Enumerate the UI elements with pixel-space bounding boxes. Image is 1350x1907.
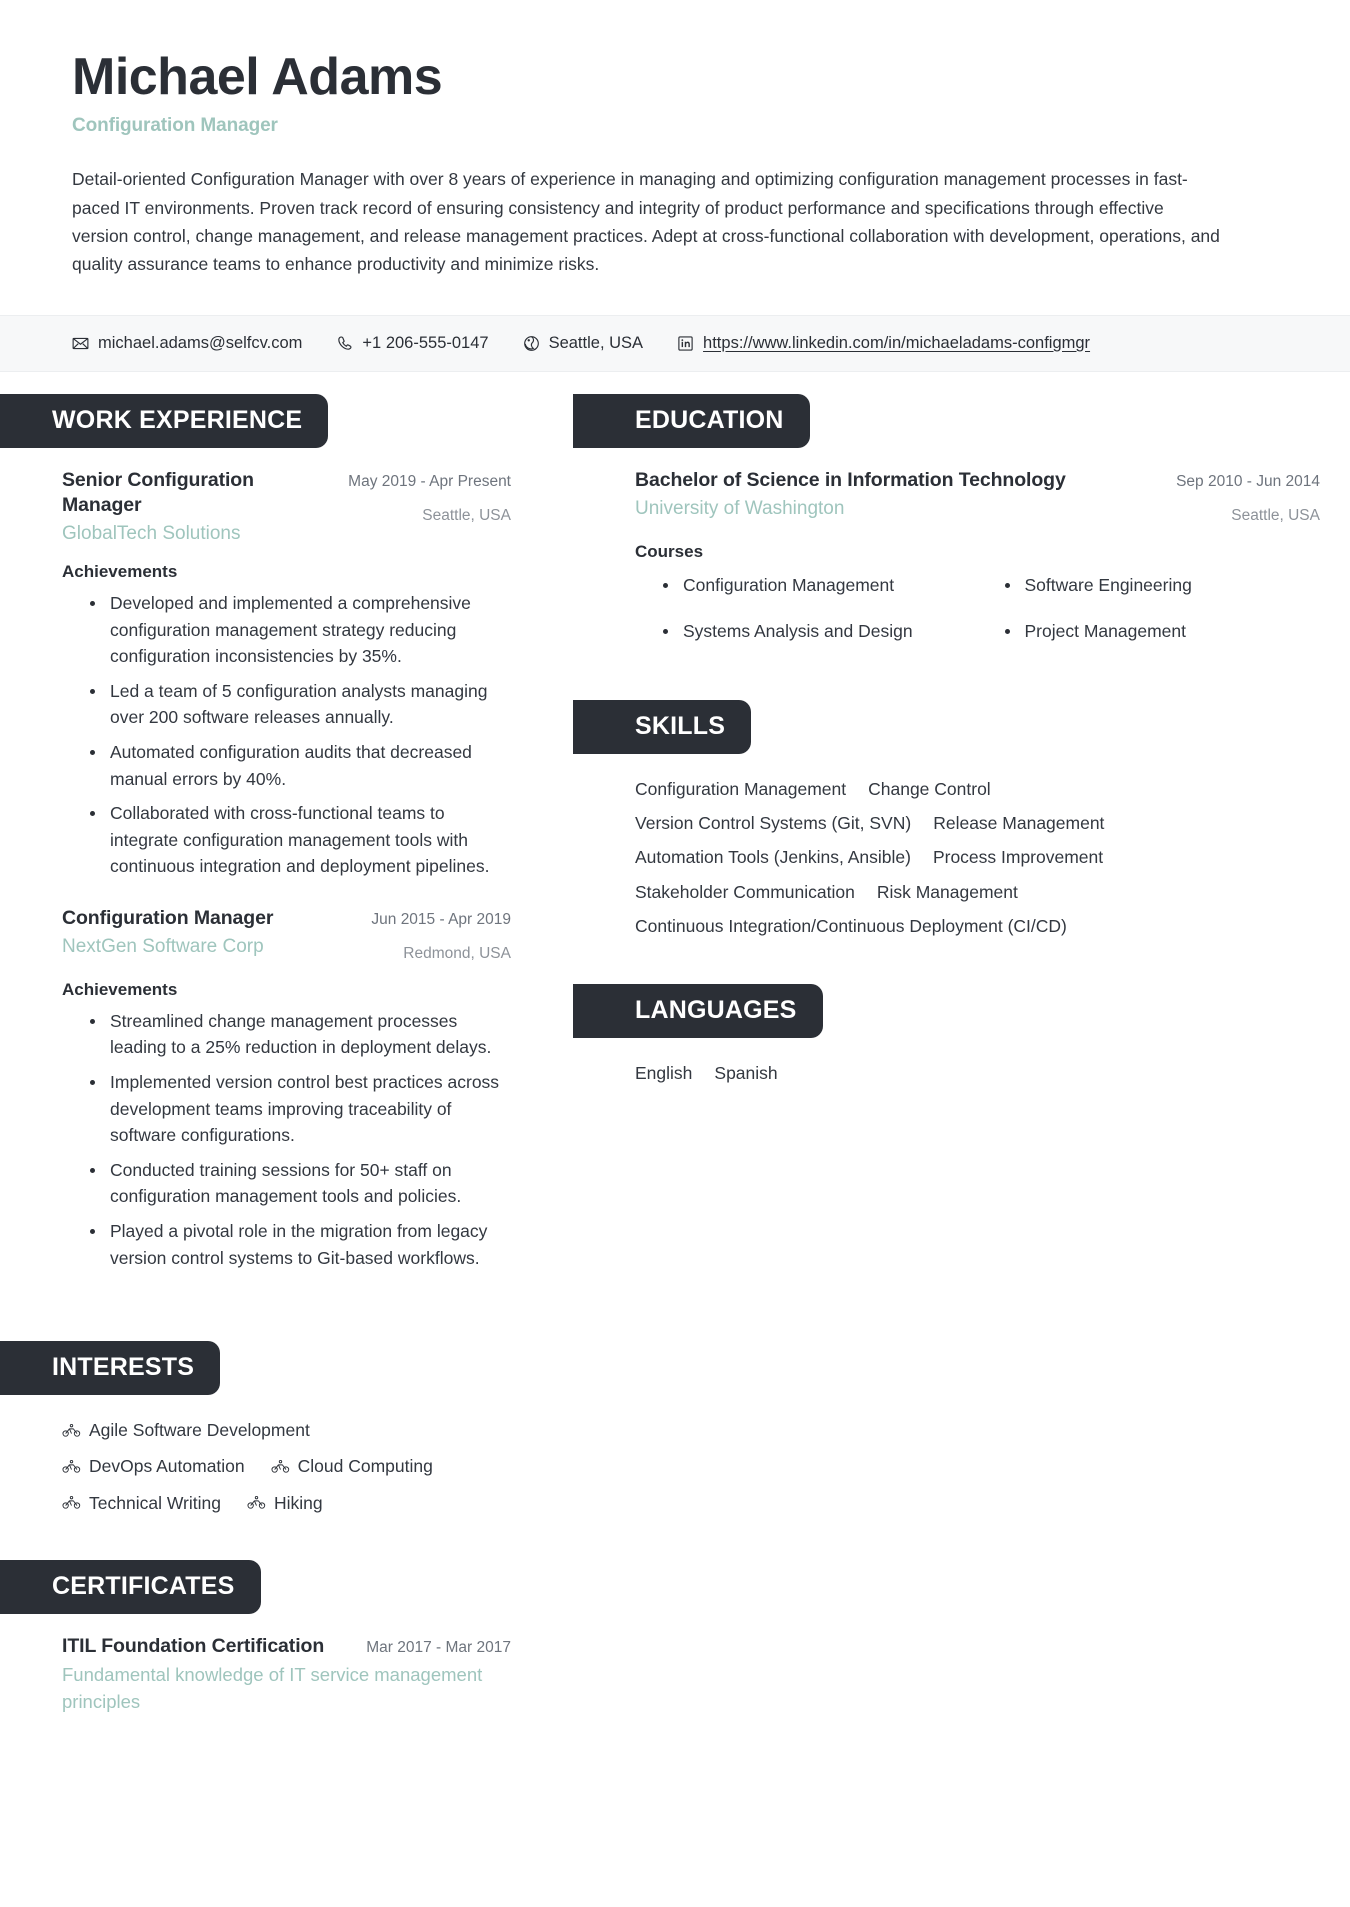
work-entry-organization: GlobalTech Solutions (62, 523, 241, 545)
bicycle-icon (247, 1495, 266, 1510)
list-item (62, 1453, 245, 1479)
skill-item: Change Control (868, 779, 991, 800)
certificate-description: Fundamental knowledge of IT service management principles (62, 1664, 483, 1713)
section-education (573, 394, 1350, 644)
work-entry-date: May 2019 - Apr Present (348, 472, 511, 490)
certificate-title: ITIL Foundation Certification (62, 1634, 325, 1657)
linkedin-icon (677, 335, 694, 352)
interest-label: Hiking (273, 1492, 323, 1513)
work-entry-organization: NextGen Software Corp (62, 936, 264, 958)
bicycle-icon (62, 1459, 81, 1474)
bicycle-icon (62, 1495, 81, 1510)
list-item (271, 1453, 433, 1479)
skill-item: Version Control Systems (Git, SVN) (635, 813, 912, 834)
list-item: Developed and implemented a comprehensive configuration management strategy reducing configuration inconsistencies by 35%. (88, 590, 511, 670)
phone-icon (336, 335, 353, 352)
skills-list (635, 776, 1155, 940)
contact-bar (0, 315, 1350, 372)
contact-linkedin[interactable] (677, 332, 1090, 355)
list-item: Played a pivotal role in the migration from legacy version control systems to Git-based workflows. (88, 1218, 511, 1271)
contact-phone-text: +1 206-555-0147 (362, 333, 489, 352)
contact-linkedin-text[interactable]: https://www.linkedin.com/in/michaeladams-configmgr (703, 333, 1091, 352)
section-heading-skills: SKILLS (573, 700, 751, 754)
resume-header (0, 0, 1350, 279)
section-interests (0, 1341, 573, 1516)
skill-item: Risk Management (876, 881, 1018, 902)
list-item: Streamlined change management processes leading to a 25% reduction in deployment delays. (88, 1008, 511, 1061)
skill-item: Stakeholder Communication (635, 881, 855, 902)
header-summary: Detail-oriented Configuration Manager with over 8 years of experience in managing and optimizing configuration management processes in fast-paced IT environments. Proven track record of ensuring consistency and integrity of product performance and specifications through effective version control, change management, and release management practices. Adept at cross-functional collaboration with development, operations, and quality assurance teams to enhance productivity and minimize risks. (72, 169, 1220, 275)
work-entry-location: Seattle, USA (422, 507, 511, 525)
list-item (247, 1490, 323, 1516)
education-courses-label: Courses (635, 541, 704, 561)
section-work-experience (0, 394, 573, 1272)
work-entry (62, 468, 511, 880)
work-achievements-list (62, 1008, 511, 1271)
education-degree: Bachelor of Science in Information Technology (635, 468, 1066, 491)
bicycle-icon (62, 1423, 81, 1438)
contact-email-text: michael.adams@selfcv.com (98, 333, 303, 352)
skill-item: Automation Tools (Jenkins, Ansible) (635, 847, 911, 868)
list-item: Software Engineering (1003, 572, 1321, 598)
interest-label: Technical Writing (89, 1492, 221, 1513)
envelope-icon (72, 335, 89, 352)
skill-item: Release Management (933, 813, 1105, 834)
section-certificates (0, 1560, 573, 1716)
section-heading-education: EDUCATION (573, 394, 810, 448)
contact-location (523, 332, 643, 355)
interests-list (62, 1417, 511, 1516)
language-item: English (635, 1062, 693, 1083)
work-entry-location: Redmond, USA (403, 945, 511, 963)
left-column (0, 394, 573, 1742)
page-title: Michael Adams (72, 48, 443, 106)
list-item (62, 1417, 310, 1443)
list-item: Systems Analysis and Design (661, 618, 979, 644)
section-skills (573, 700, 1350, 940)
list-item: Collaborated with cross-functional teams to integrate configuration management tools with continuous integration and deployment pipelines. (88, 800, 511, 880)
skill-item: Configuration Management (635, 779, 847, 800)
contact-location-text: Seattle, USA (548, 333, 644, 352)
skill-item: Process Improvement (932, 847, 1104, 868)
work-achievements-list (62, 590, 511, 880)
certificate-entry (62, 1634, 511, 1716)
education-organization: University of Washington (635, 498, 845, 520)
education-courses-list (635, 572, 1320, 645)
bicycle-icon (271, 1459, 290, 1474)
contact-phone[interactable] (336, 332, 488, 355)
globe-icon (523, 335, 540, 352)
work-achievements-label: Achievements (62, 979, 178, 999)
right-column (573, 394, 1350, 1087)
interest-label: Agile Software Development (89, 1420, 310, 1441)
certificate-date: Mar 2017 - Mar 2017 (366, 1638, 511, 1656)
section-heading-interests: INTERESTS (0, 1341, 220, 1395)
skill-item: Continuous Integration/Continuous Deployment (CI/CD) (635, 915, 1067, 936)
interest-label: DevOps Automation (89, 1456, 245, 1477)
section-heading-work-experience: WORK EXPERIENCE (0, 394, 328, 448)
list-item: Project Management (1003, 618, 1321, 644)
languages-list (635, 1060, 1155, 1087)
header-job-title: Configuration Manager (72, 115, 278, 137)
list-item: Implemented version control best practices across development teams improving traceability of software configurations. (88, 1069, 511, 1149)
list-item: Led a team of 5 configuration analysts managing over 200 software releases annually. (88, 678, 511, 731)
work-entry-title: Senior Configuration Manager (62, 468, 254, 517)
section-languages (573, 984, 1350, 1087)
list-item: Configuration Management (661, 572, 979, 598)
section-heading-languages: LANGUAGES (573, 984, 823, 1038)
education-date: Sep 2010 - Jun 2014 (1176, 472, 1320, 490)
language-item: Spanish (714, 1062, 778, 1083)
education-location: Seattle, USA (1231, 507, 1320, 525)
list-item (62, 1490, 221, 1516)
interest-label: Cloud Computing (297, 1456, 433, 1477)
list-item: Conducted training sessions for 50+ staff on configuration management tools and policies. (88, 1157, 511, 1210)
work-entry (62, 906, 511, 1271)
work-achievements-label: Achievements (62, 561, 178, 581)
work-entry-date: Jun 2015 - Apr 2019 (371, 910, 511, 928)
section-heading-certificates: CERTIFICATES (0, 1560, 261, 1614)
education-entry (635, 468, 1320, 644)
contact-email[interactable] (72, 332, 302, 355)
resume-body (0, 372, 1350, 1742)
work-entry-title: Configuration Manager (62, 906, 274, 929)
list-item: Automated configuration audits that decreased manual errors by 40%. (88, 739, 511, 792)
